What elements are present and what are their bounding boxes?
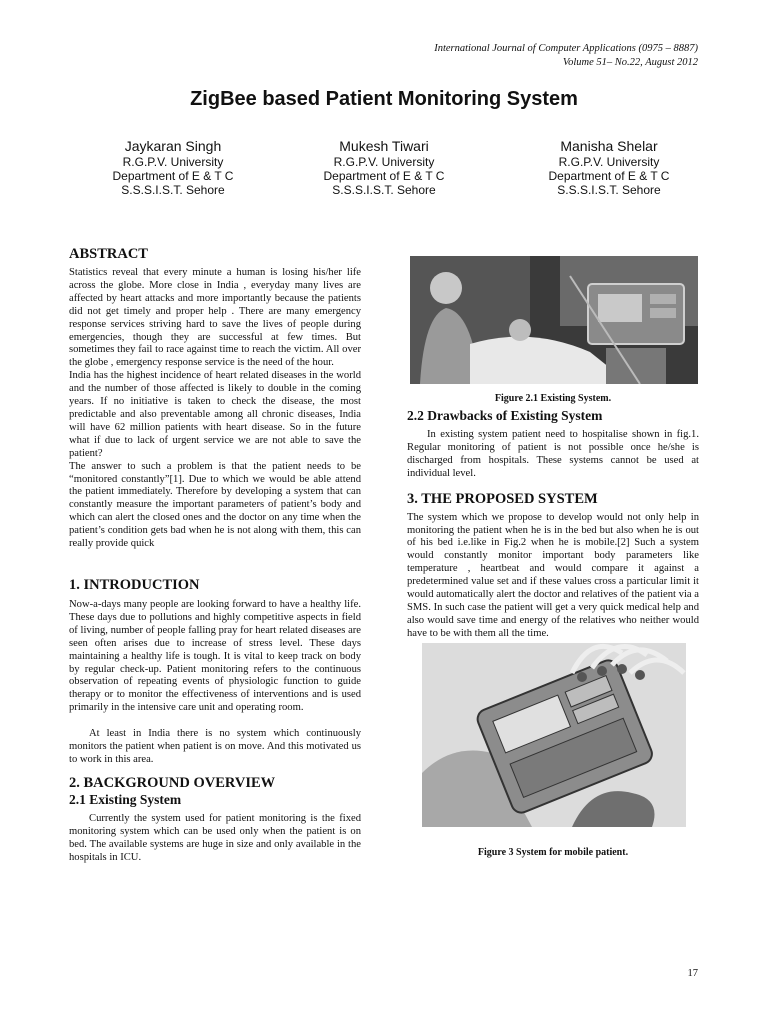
existing-system-heading: 2.1 Existing System bbox=[69, 791, 182, 807]
drawbacks-paragraph: In existing system patient need to hospitalise shown in fig.1. Regular monitoring of patient is not possible once he/she is discharged from hospitals. These systems cannot be used at individual level. bbox=[407, 429, 699, 479]
proposed-system-heading: 3. THE PROPOSED SYSTEM bbox=[407, 490, 598, 507]
introduction-paragraph-1: Now-a-days many people are looking forward to have a healthy life. These days due to pollutions and highly competitive aspects in field of living, number of people falling pray for heart related diseases are seen often arises due to increase of stress level. These days maintaining a healthy life is tough. It is vital to keep track on body by regular check-up. Patient monitoring refers to the continuous observation of repeating events of physiologic function to guide therapy or to monitor the effectiveness of interventions and is used primarily in the intensive care unit and operating room. bbox=[69, 599, 361, 714]
abstract-paragraph-3: The answer to such a problem is that the patient needs to be “monitored constantly”[1]. Due to which we would be able attend the patient immediately. Therefore by developing a system that can constantly measure the important parameters of patient’s body and which can alert the closed ones and the doctor on any time when the patient’s condition gets bad when he is not along with them, this can really provide quick bbox=[69, 460, 361, 550]
author-department: Department of E & T C bbox=[112, 169, 234, 183]
introduction-paragraph-2: At least in India there is no system which continuously monitors the patient when patient is on move. And this motivated us to work in this area. bbox=[69, 728, 361, 765]
author-university: R.G.P.V. University bbox=[333, 155, 435, 169]
proposed-system-paragraph: The system which we propose to develop would not only help in monitoring the patient when he is in the bed but also when he is out of his bed i.e.like in Fig.2 when he is mobile.[2] Such a system would constantly monitor important body parameters like temperature , heartbeat and would compare it against a predetermined value set and if these values cross a particular limit it would automatically alert the doctor and relatives of the patient via a SMS. In such case the patient will get a very quick medical help and also would save time and energy of the relatives who neither would have to be with them all the time. bbox=[407, 511, 699, 639]
drawbacks-heading: 2.2 Drawbacks of Existing System bbox=[407, 408, 603, 423]
figure-3-caption: Figure 3 System for mobile patient. bbox=[477, 847, 629, 858]
author-department: Department of E & T C bbox=[548, 169, 670, 183]
journal-name: International Journal of Computer Applications (0975 – 8887) bbox=[434, 43, 698, 54]
introduction-heading: 1. INTRODUCTION bbox=[69, 577, 200, 593]
figure-2-1-caption: Figure 2.1 Existing System. bbox=[494, 393, 612, 404]
left-column-intro bbox=[69, 577, 361, 865]
author-department: Department of E & T C bbox=[323, 169, 445, 183]
author-university: R.G.P.V. University bbox=[122, 155, 224, 169]
author-2 bbox=[284, 138, 484, 197]
author-1 bbox=[73, 138, 273, 197]
page-number: 17 bbox=[687, 968, 698, 979]
handheld-device-image bbox=[422, 643, 686, 827]
hospital-scene-image bbox=[410, 256, 698, 384]
left-column bbox=[69, 246, 361, 551]
abstract-paragraph-2: India has the highest incidence of heart related diseases in the world and the number of those affected is likely to double in the coming years. If no initiative is taken to check the disease, the most predictable and also preventable among all chronic diseases, India will have 62 million patients with heart disease. So in the future what if due to lack of urgent service we are not able to save the patient? bbox=[69, 370, 361, 459]
author-institute: S.S.S.I.S.T. Sehore bbox=[557, 183, 661, 197]
author-name: Jaykaran Singh bbox=[124, 138, 222, 154]
right-column bbox=[407, 408, 699, 641]
abstract-paragraph-1: Statistics reveal that every minute a human is losing his/her life across the globe. More close in India , everyday many lives are affected by heart attacks and more importantly because the patients did not get timely and proper help . There are many emergency response services striving hard to save the lives of people during emergencies, though they are successful at few times. But sometimes they fail to race against time to reach the victim. All over the globe , emergency response service is the need of the hour. bbox=[69, 267, 361, 369]
abstract-heading: ABSTRACT bbox=[69, 246, 148, 262]
paper-title: ZigBee based Patient Monitoring System bbox=[190, 88, 578, 110]
figure-existing-system-image bbox=[410, 256, 698, 384]
background-heading: 2. BACKGROUND OVERVIEW bbox=[69, 774, 276, 791]
author-university: R.G.P.V. University bbox=[558, 155, 660, 169]
figure-mobile-system-image bbox=[422, 643, 686, 827]
author-name: Manisha Shelar bbox=[560, 138, 658, 154]
author-institute: S.S.S.I.S.T. Sehore bbox=[332, 183, 436, 197]
author-3 bbox=[509, 138, 709, 197]
author-institute: S.S.S.I.S.T. Sehore bbox=[121, 183, 225, 197]
journal-header bbox=[434, 42, 698, 70]
existing-system-paragraph: Currently the system used for patient monitoring is the fixed monitoring system which can be used only when the patient is on bed. The available systems are huge in size and only available in the hospitals in ICU. bbox=[69, 812, 361, 863]
author-name: Mukesh Tiwari bbox=[339, 138, 429, 154]
journal-volume: Volume 51– No.22, August 2012 bbox=[562, 57, 698, 68]
